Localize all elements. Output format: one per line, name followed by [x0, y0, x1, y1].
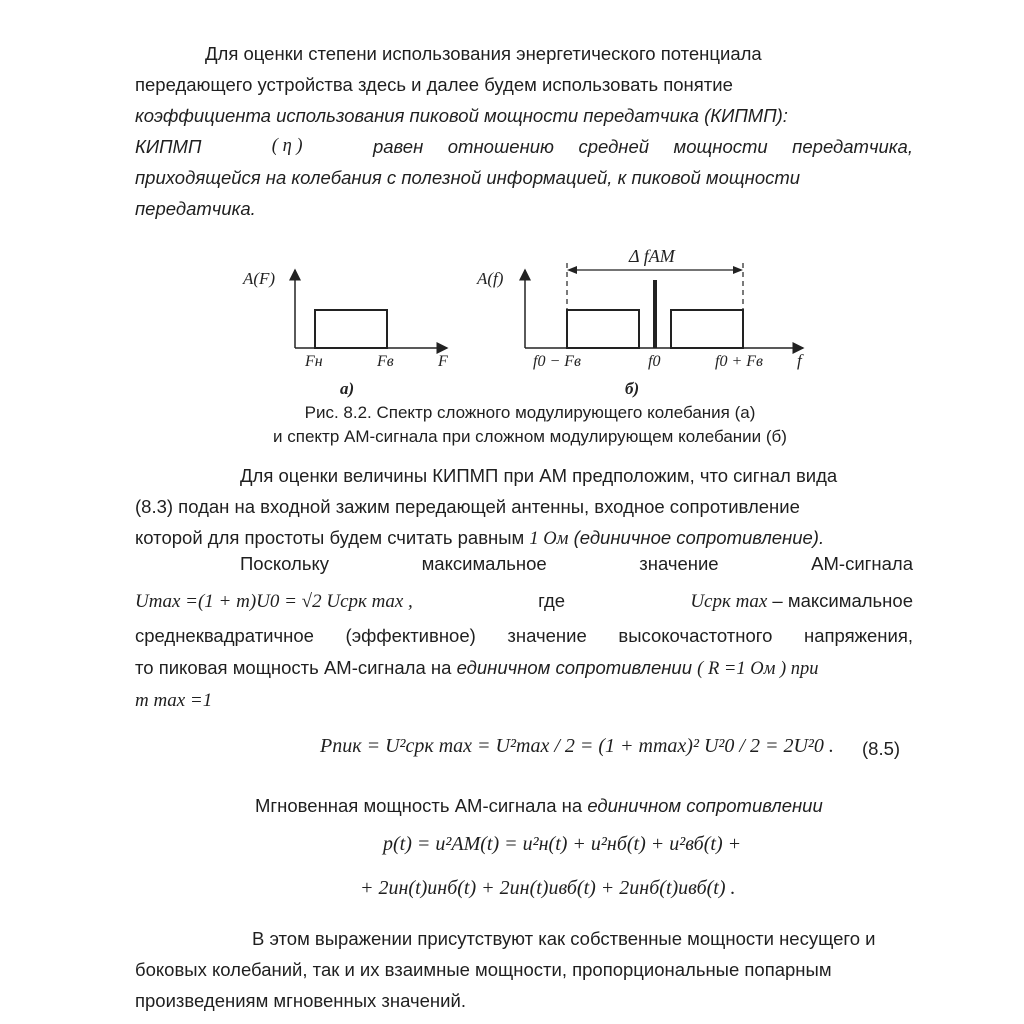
figure-caption-line1: Рис. 8.2. Спектр сложного модулирующего колебания (а)	[304, 403, 756, 422]
a-spectrum-band	[315, 310, 387, 348]
text-line: передающего устройства здесь и далее будем использовать понятие	[135, 74, 733, 95]
b-tick-f0-minus: f0 − Fв	[533, 353, 581, 370]
text-line: Для оценки величины КИПМП при АМ предположим, что сигнал вида	[240, 465, 838, 486]
text-fragment: равен отношению средней мощности передатчика,	[372, 136, 913, 157]
text-fragment: Мгновенная мощность АМ-сигнала на	[255, 795, 583, 816]
figure-caption-line2: и спектр АМ-сигнала при сложном модулирующем колебании (б)	[273, 427, 787, 446]
equation-8-5: Pпик = U²срк max = U²max / 2 = (1 + mmax)² U²0 / 2 = 2U²0 .	[320, 735, 834, 757]
text-line: передатчика.	[135, 198, 256, 219]
text-fragment: которой для простоты будем считать равным	[135, 527, 525, 548]
text-line: произведениям мгновенных значений.	[135, 990, 466, 1011]
text-line	[135, 522, 913, 555]
b-x-label: f	[797, 351, 802, 370]
paragraph-instant-power	[255, 795, 823, 817]
text-line: (8.3) подан на входной зажим передающей антенны, входное сопротивление	[135, 496, 800, 517]
unit-resistance-note: (единичное сопротивление).	[573, 527, 825, 548]
paragraph3-line2	[135, 590, 913, 613]
word: значение	[639, 553, 719, 574]
paragraph-conclusion	[135, 923, 913, 1016]
b-tick-f0: f0	[648, 353, 661, 370]
b-tick-f0-plus: f0 + Fв	[715, 353, 763, 370]
unit-resistance-term: единичном сопротивлении	[456, 657, 693, 678]
spectrum-diagram	[225, 248, 825, 408]
word-where: где	[538, 590, 566, 611]
eta-symbol: ( η )	[271, 136, 303, 156]
umax-formula: Umax =(1 + m)U0 = √2 Uсрк max ,	[135, 591, 413, 612]
text-line: В этом выражении присутствуют как собственные мощности несущего и	[252, 928, 876, 949]
diagram-b	[476, 246, 804, 398]
text-line: боковых колебаний, так и их взаимные мощности, пропорциональные попарным	[135, 959, 832, 980]
word: максимальное	[421, 553, 547, 574]
a-tick-fv: Fв	[377, 353, 394, 370]
a-subfigure-label: а)	[340, 379, 355, 398]
equation-instant-power-line1: p(t) = u²AM(t) = u²н(t) + u²нб(t) + u²вб(t) +	[383, 833, 742, 855]
paragraph3-line5	[135, 690, 913, 712]
urms-symbol: Uсрк max	[690, 591, 768, 612]
text-line	[135, 131, 913, 162]
unit-resistance-term: единичном сопротивлении	[587, 795, 823, 816]
a-tick-fn: Fн	[305, 353, 323, 370]
b-upper-sideband	[671, 310, 743, 348]
equation-instant-power-line2: + 2uн(t)uнб(t) + 2uн(t)uвб(t) + 2uнб(t)uвб(t) .	[360, 877, 736, 899]
text-fragment: то пиковая мощность АМ-сигнала на	[135, 657, 452, 678]
b-subfigure-label: б)	[625, 379, 640, 398]
word: Поскольку	[240, 553, 330, 574]
b-y-label: A(f)	[477, 269, 504, 288]
equation-number: (8.5)	[862, 738, 901, 759]
paragraph-assumption	[135, 460, 913, 555]
a-x-label: F	[438, 353, 448, 370]
text-line: Для оценки степени использования энергетического потенциала	[205, 43, 762, 64]
text-fragment: – максимальное	[772, 590, 913, 611]
figure-8-2	[225, 248, 825, 408]
kipmp-term: КИПМП	[135, 136, 202, 157]
paragraph3-line1	[135, 553, 913, 575]
text-line: приходящейся на колебания с полезной информацией, к пиковой мощности	[135, 167, 801, 188]
a-y-label: A(F)	[243, 269, 276, 288]
paragraph3-line3	[135, 625, 913, 647]
one-ohm: 1 Ом	[529, 529, 569, 549]
paragraph3-line4	[135, 657, 913, 680]
word: АМ-сигнала	[811, 553, 913, 574]
text-line: коэффициента использования пиковой мощности передатчика (КИПМП):	[135, 105, 788, 126]
text-line: среднеквадратичное (эффективное) значение высокочастотного напряжения,	[135, 625, 913, 646]
r-equals-one-ohm: ( R =1 Ом ) при	[697, 659, 819, 679]
m-max-equals-one: m max =1	[135, 690, 213, 711]
diagram-a	[242, 269, 448, 398]
b-bandwidth-label: Δ fAM	[629, 246, 675, 266]
b-lower-sideband	[567, 310, 639, 348]
paragraph-kipmp-definition	[135, 38, 913, 224]
